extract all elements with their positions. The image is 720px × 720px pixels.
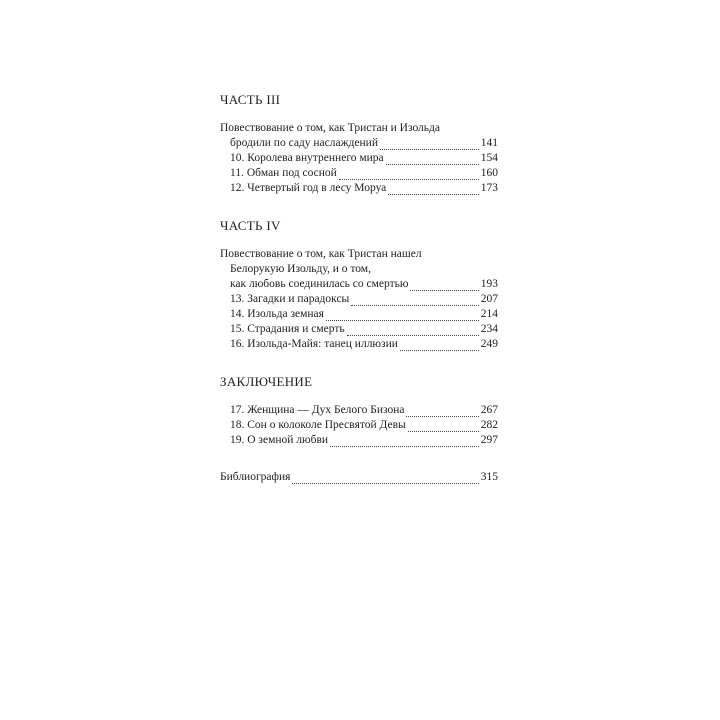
toc-chapter-entry [220,418,498,433]
toc-sections [220,92,498,448]
dot-leader [351,297,478,306]
toc-chapter-entry [220,337,498,352]
entry-leader-line [220,136,498,151]
entry-title-line: 18. Сон о колоколе Пресвятой Девы [230,419,406,431]
dot-leader [292,475,478,484]
entry-title-line: Повествование о том, как Тристан нашел [220,248,422,260]
entry-page-number: 249 [480,338,498,350]
toc-chapter-entry [220,403,498,418]
entry-leader-line [220,403,498,418]
entry-page-number: 267 [480,404,498,416]
toc-chapter-entry [220,322,498,337]
dot-leader [386,156,479,165]
dot-leader [380,141,479,150]
table-of-contents [220,92,498,485]
toc-chapter-entry [220,433,498,448]
dot-leader [406,408,478,417]
toc-intro-entry [220,121,498,151]
entry-title-line: 19. О земной любви [230,434,329,446]
entry-leader-line [220,418,498,433]
entry-page-number: 297 [480,434,498,446]
dot-leader [326,312,479,321]
entry-title-line: 14. Изольда земная [230,308,324,320]
entry-leader-line [220,433,498,448]
section-heading: ЗАКЛЮЧЕНИЕ [220,374,313,389]
entry-title-line: 17. Женщина — Дух Белого Бизона [230,404,405,416]
entry-title-line: 13. Загадки и парадоксы [230,293,350,305]
entry-leader-line [220,322,498,337]
toc-entries [220,121,498,196]
entry-title-line: Белорукую Изольду, и о том, [230,263,371,275]
toc-section [220,92,498,196]
entry-title-line: бродили по саду наслаждений [230,137,378,149]
section-heading: ЧАСТЬ III [220,92,281,107]
section-heading: ЧАСТЬ IV [220,218,281,233]
entry-leader-line [220,166,498,181]
dot-leader [408,423,479,432]
entry-title-line: 12. Четвертый год в лесу Моруа [230,182,387,194]
entry-title-line: 15. Страдания и смерть [230,323,345,335]
entry-title-line: 10. Королева внутреннего мира [230,152,384,164]
entry-page-number: 207 [480,293,498,305]
toc-chapter-entry [220,181,498,196]
entry-title-line: 16. Изольда-Майя: танец иллюзии [230,338,398,350]
dot-leader [339,171,479,180]
entry-page-number: 282 [480,419,498,431]
toc-chapter-entry [220,166,498,181]
bibliography-entry [220,470,498,485]
entry-leader-line [220,307,498,322]
entry-page-number: 193 [480,278,498,290]
entry-leader-line [220,181,498,196]
entry-page-number: 141 [480,137,498,149]
toc-entries [220,247,498,352]
entry-page-number: 160 [480,167,498,179]
toc-entries [220,403,498,448]
entry-title-line: Повествование о том, как Тристан и Изольда [220,122,440,134]
entry-leader-line [220,292,498,307]
toc-section [220,218,498,352]
entry-leader-line [220,277,498,292]
dot-leader [388,186,478,195]
entry-page-number: 234 [480,323,498,335]
entry-title-line: 11. Обман под сосной [230,167,337,179]
entry-page-number: 154 [480,152,498,164]
entry-title-line: как любовь соединилась со смертью [230,278,409,290]
bibliography-label: Библиография [220,471,291,483]
dot-leader [330,438,479,447]
dot-leader [410,282,478,291]
bibliography-page: 315 [480,471,498,483]
dot-leader [347,327,479,336]
toc-section [220,374,498,448]
toc-chapter-entry [220,151,498,166]
dot-leader [400,342,479,351]
entry-page-number: 214 [480,308,498,320]
toc-intro-entry [220,247,498,292]
entry-page-number: 173 [480,182,498,194]
entry-leader-line [220,337,498,352]
toc-chapter-entry [220,307,498,322]
toc-chapter-entry [220,292,498,307]
entry-leader-line [220,151,498,166]
